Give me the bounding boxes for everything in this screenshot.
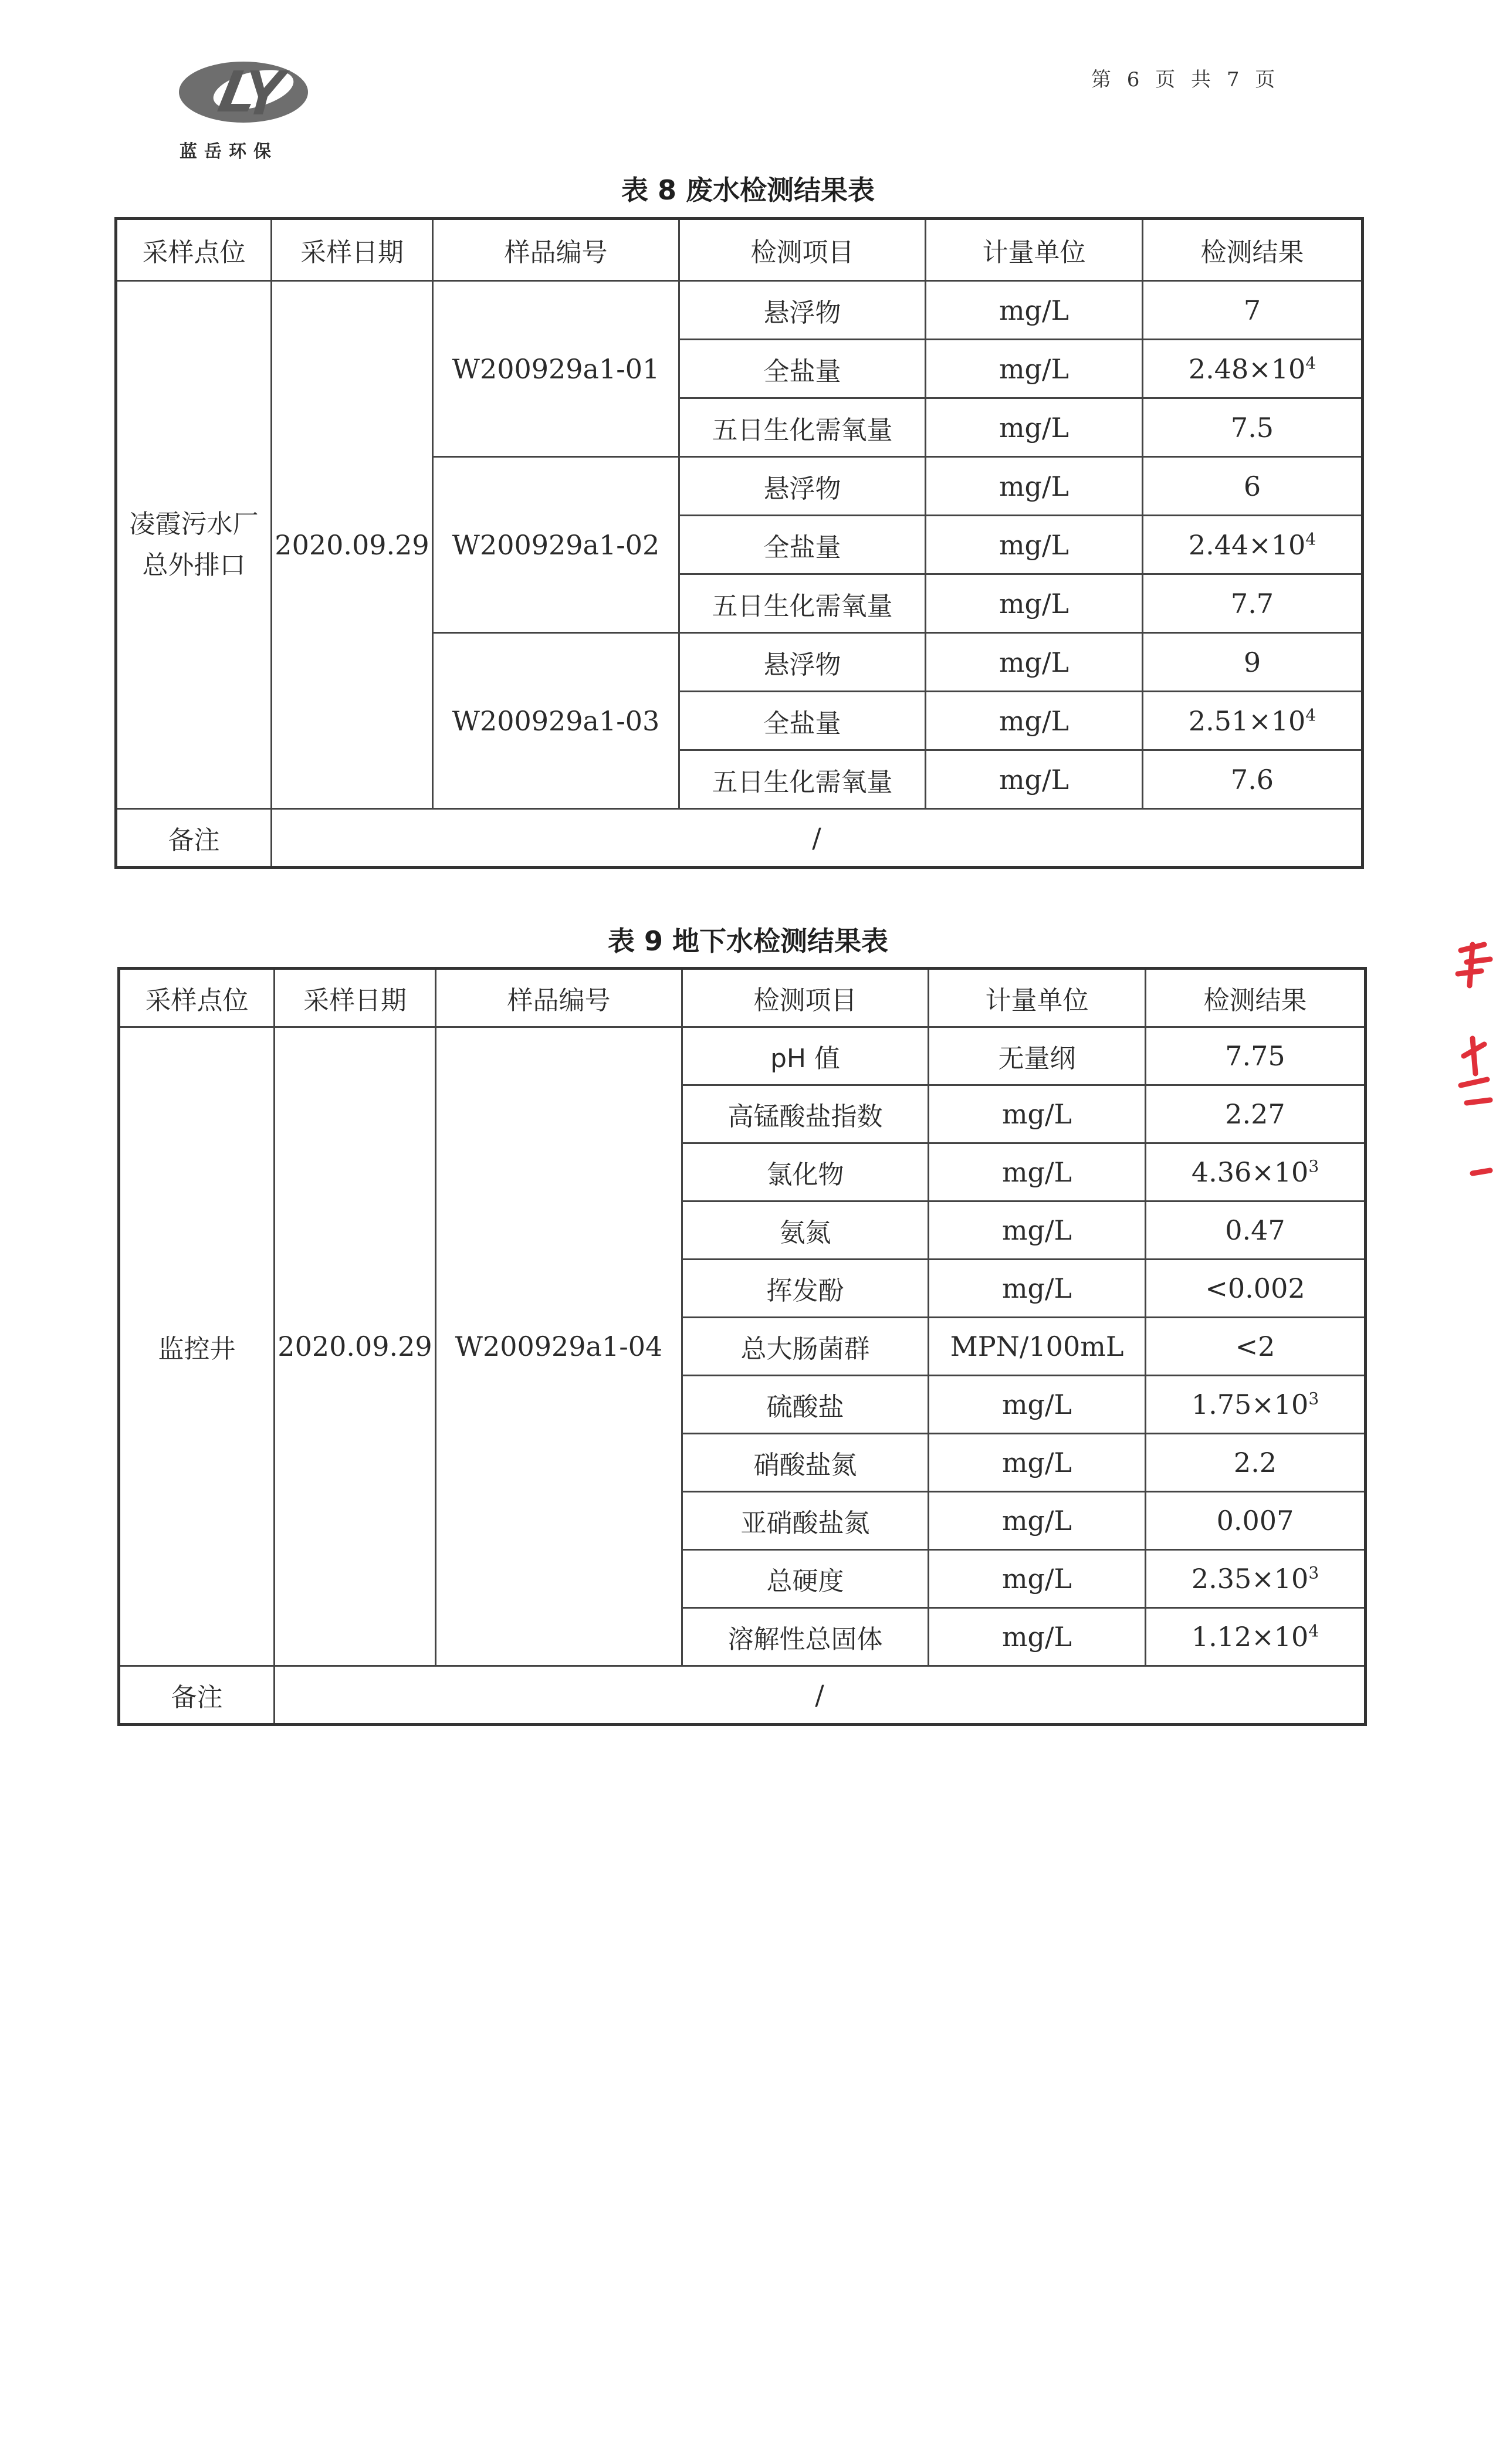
remark-label: 备注 — [119, 1666, 275, 1725]
result: 2.2 — [1146, 1434, 1366, 1492]
test-item: 总大肠菌群 — [682, 1318, 929, 1376]
result: $1.75\times 10^3$ — [1146, 1376, 1366, 1434]
table-header-row — [116, 219, 1363, 281]
remark-label: 备注 — [116, 809, 272, 868]
sample-id: W200929a1-01 — [433, 281, 679, 457]
test-item: 五日生化需氧量 — [679, 574, 926, 633]
unit: mg/L — [926, 340, 1143, 398]
header-cell: 采样日期 — [275, 969, 436, 1027]
table9-groundwater — [117, 967, 1367, 1726]
result: 7 — [1143, 281, 1363, 340]
result: 7.6 — [1143, 750, 1363, 809]
unit: mg/L — [929, 1434, 1146, 1492]
table8-title: 表 8 废水检测结果表 — [621, 174, 875, 206]
test-item: 溶解性总固体 — [682, 1608, 929, 1666]
table-row — [119, 1027, 1366, 1085]
header-cell: 样品编号 — [436, 969, 682, 1027]
table-header-row — [119, 969, 1366, 1027]
result: $2.48\times 10^4$ — [1143, 340, 1363, 398]
result: 2.27 — [1146, 1085, 1366, 1143]
result: 7.5 — [1143, 398, 1363, 457]
remark-value: / — [272, 809, 1363, 868]
unit: mg/L — [929, 1085, 1146, 1143]
unit: mg/L — [929, 1260, 1146, 1318]
result: $2.35\times 10^3$ — [1146, 1550, 1366, 1608]
header-cell: 检测结果 — [1143, 219, 1363, 281]
result: 0.47 — [1146, 1201, 1366, 1260]
sample-id: W200929a1-02 — [433, 457, 679, 633]
result: 7.7 — [1143, 574, 1363, 633]
test-item: 总硬度 — [682, 1550, 929, 1608]
test-item: 悬浮物 — [679, 457, 926, 516]
header-cell: 计量单位 — [929, 969, 1146, 1027]
test-item: 五日生化需氧量 — [679, 750, 926, 809]
result: 7.75 — [1146, 1027, 1366, 1085]
table8-wastewater — [114, 217, 1364, 869]
result: <0.002 — [1146, 1260, 1366, 1318]
unit: mg/L — [929, 1201, 1146, 1260]
test-item: 高锰酸盐指数 — [682, 1085, 929, 1143]
unit: mg/L — [926, 750, 1143, 809]
test-item: 挥发酚 — [682, 1260, 929, 1318]
unit: mg/L — [929, 1550, 1146, 1608]
company-logo — [176, 56, 323, 163]
page-number: 第 6 页 共 7 页 — [1091, 68, 1280, 92]
unit: MPN/100mL — [929, 1318, 1146, 1376]
result: $4.36\times 10^3$ — [1146, 1143, 1366, 1201]
test-item: 硝酸盐氮 — [682, 1434, 929, 1492]
header-cell: 样品编号 — [433, 219, 679, 281]
unit: 无量纲 — [929, 1027, 1146, 1085]
red-seal-stamp-icon — [1449, 939, 1496, 1232]
result: $2.44\times 10^4$ — [1143, 516, 1363, 574]
sample-id: W200929a1-04 — [436, 1027, 682, 1666]
unit: mg/L — [926, 633, 1143, 692]
unit: mg/L — [929, 1492, 1146, 1550]
test-item: 氯化物 — [682, 1143, 929, 1201]
table-row — [116, 281, 1363, 340]
header-cell: 计量单位 — [926, 219, 1143, 281]
test-item: pH 值 — [682, 1027, 929, 1085]
test-item: 硫酸盐 — [682, 1376, 929, 1434]
unit: mg/L — [926, 281, 1143, 340]
remark-value: / — [275, 1666, 1366, 1725]
unit: mg/L — [926, 692, 1143, 750]
test-item: 悬浮物 — [679, 281, 926, 340]
sampling-site: 凌霞污水厂总外排口 — [116, 281, 272, 809]
unit: mg/L — [929, 1143, 1146, 1201]
table9-title: 表 9 地下水检测结果表 — [607, 925, 889, 957]
unit: mg/L — [926, 574, 1143, 633]
remark-row — [119, 1666, 1366, 1725]
header-cell: 检测结果 — [1146, 969, 1366, 1027]
result: <2 — [1146, 1318, 1366, 1376]
header-cell: 采样点位 — [116, 219, 272, 281]
header-cell: 采样日期 — [272, 219, 433, 281]
sample-id: W200929a1-03 — [433, 633, 679, 809]
sampling-date: 2020.09.29 — [275, 1027, 436, 1666]
unit: mg/L — [929, 1608, 1146, 1666]
result: 6 — [1143, 457, 1363, 516]
header-cell: 检测项目 — [679, 219, 926, 281]
remark-row — [116, 809, 1363, 868]
result: 0.007 — [1146, 1492, 1366, 1550]
test-item: 全盐量 — [679, 516, 926, 574]
ly-logo-icon — [176, 56, 311, 132]
test-item: 悬浮物 — [679, 633, 926, 692]
test-item: 全盐量 — [679, 692, 926, 750]
result: $2.51\times 10^4$ — [1143, 692, 1363, 750]
result: $1.12\times 10^4$ — [1146, 1608, 1366, 1666]
sampling-site: 监控井 — [119, 1027, 275, 1666]
header-cell: 采样点位 — [119, 969, 275, 1027]
sampling-date: 2020.09.29 — [272, 281, 433, 809]
header-cell: 检测项目 — [682, 969, 929, 1027]
company-name: 蓝岳环保 — [180, 141, 278, 162]
result: 9 — [1143, 633, 1363, 692]
unit: mg/L — [926, 398, 1143, 457]
test-item: 氨氮 — [682, 1201, 929, 1260]
test-item: 亚硝酸盐氮 — [682, 1492, 929, 1550]
test-item: 全盐量 — [679, 340, 926, 398]
unit: mg/L — [929, 1376, 1146, 1434]
unit: mg/L — [926, 457, 1143, 516]
unit: mg/L — [926, 516, 1143, 574]
test-item: 五日生化需氧量 — [679, 398, 926, 457]
